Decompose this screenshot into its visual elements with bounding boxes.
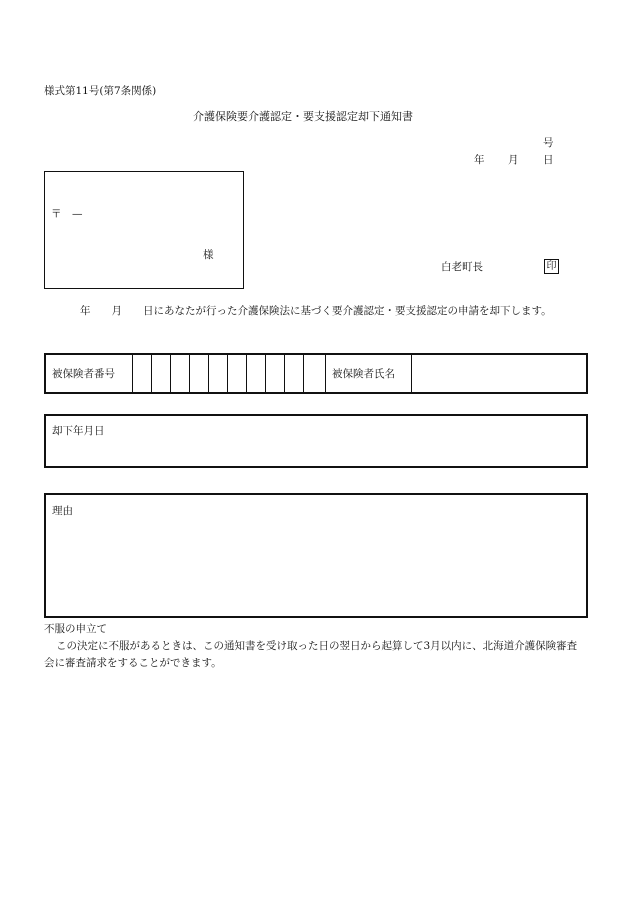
insured-number-digit-3[interactable] [170,355,189,392]
reason-box[interactable] [44,493,588,618]
rejection-date-label: 却下年月日 [52,425,105,437]
insured-name-label-cell [325,355,411,392]
insured-number-digit-8[interactable] [265,355,284,392]
form-number: 様式第11号(第7条関係) [44,85,157,97]
postal-code-field[interactable]: 〒 — [51,208,83,220]
insured-number-digit-2[interactable] [151,355,170,392]
rejection-date-box[interactable] [44,414,588,468]
insured-number-digit-9[interactable] [284,355,303,392]
date-day-label: 日 [543,154,554,166]
reason-label: 理由 [52,505,73,517]
objection-title: 不服の申立て [44,623,107,635]
addressee-suffix: 様 [203,249,214,261]
seal-mark: 印 [544,259,559,274]
number-label: 号 [543,137,554,149]
document-title: 介護保険要介護認定・要支援認定却下通知書 [193,110,413,123]
insured-info-row [44,353,588,394]
date-year-label: 年 [474,154,485,166]
objection-text: この決定に不服があるときは、この通知書を受け取った日の翌日から起算して3月以内に、北海道介護保険審査会に審査請求をすることができます。 [44,640,578,669]
date-month-label: 月 [508,154,519,166]
insured-number-digit-7[interactable] [246,355,265,392]
insured-number-digit-4[interactable] [189,355,208,392]
notice-body-text: 年 月 日にあなたが行った介護保険法に基づく要介護認定・要支援認定の申請を却下します。 [80,305,552,317]
insured-number-digit-5[interactable] [208,355,227,392]
insured-number-digit-6[interactable] [227,355,246,392]
insured-name-label: 被保険者氏名 [332,368,395,380]
issuer-name: 白老町長 [441,261,483,273]
insured-number-digit-1[interactable] [132,355,151,392]
insured-number-label: 被保険者番号 [52,368,115,380]
insured-number-digit-10[interactable] [303,355,325,392]
address-box[interactable] [44,171,244,289]
insured-name-field[interactable] [411,355,586,392]
